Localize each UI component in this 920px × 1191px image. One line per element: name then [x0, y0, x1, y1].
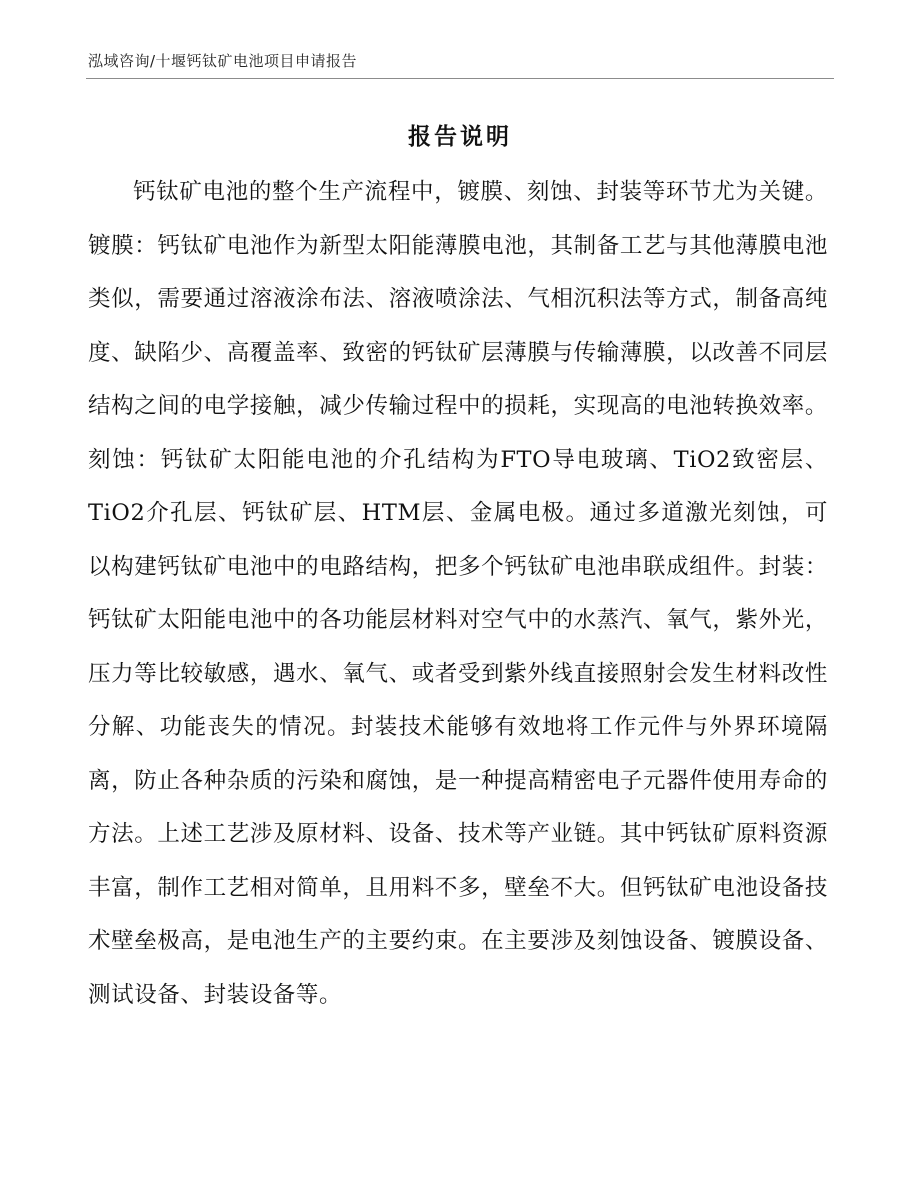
section-title: 报告说明 — [408, 124, 512, 150]
header-divider — [86, 78, 834, 79]
running-header: 泓域咨询/十堰钙钛矿电池项目申请报告 — [88, 52, 358, 70]
body-paragraph: 钙钛矿电池的整个生产流程中，镀膜、刻蚀、封装等环节尤为关键。镀膜：钙钛矿电池作为新型太阳能薄膜电池，其制备工艺与其他薄膜电池类似，需要通过溶液涂布法、溶液喷涂法、气相沉积法等方式，制备高纯度、缺陷少、高覆盖率、致密的钙钛矿层薄膜与传输薄膜，以改善不同层结构之间的电学接触，减少传输过程中的损耗，实现高的电池转换效率。刻蚀：钙钛矿太阳能电池的介孔结构为FTO导电玻璃、TiO2致密层、TiO2介孔层、钙钛矿层、HTM层、金属电极。通过多道激光刻蚀，可以构建钙钛矿电池中的电路结构，把多个钙钛矿电池串联成组件。封装：钙钛矿太阳能电池中的各功能层材料对空气中的水蒸汽、氧气，紫外光，压力等比较敏感，遇水、氧气、或者受到紫外线直接照射会发生材料改性分解、功能丧失的情况。封装技术能够有效地将工作元件与外界环境隔离，防止各种杂质的污染和腐蚀，是一种提高精密电子元器件使用寿命的方法。上述工艺涉及原材料、设备、技术等产业链。其中钙钛矿原料资源丰富，制作工艺相对简单，且用料不多，壁垒不大。但钙钛矿电池设备技术壁垒极高，是电池生产的主要约束。在主要涉及刻蚀设备、镀膜设备、测试设备、封装设备等。 — [88, 179, 828, 1008]
